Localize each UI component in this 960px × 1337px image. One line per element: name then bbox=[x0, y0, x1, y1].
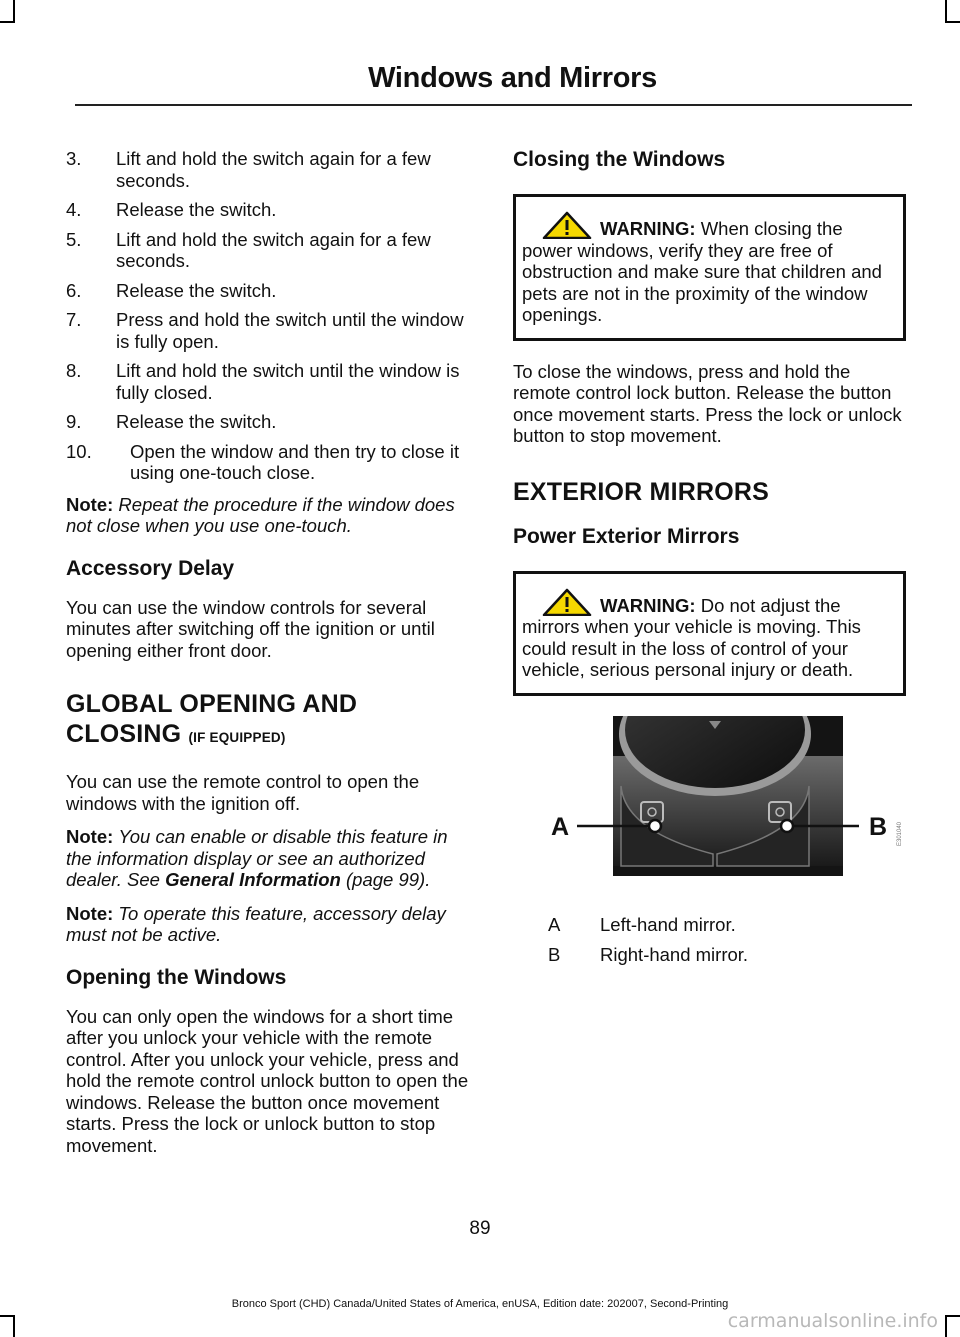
crop-mark bbox=[13, 1315, 15, 1337]
warning-box bbox=[513, 194, 906, 341]
step-text: Release the switch. bbox=[116, 411, 277, 432]
note-label: Note: bbox=[66, 826, 114, 847]
edition-info: Bronco Sport (CHD) Canada/United States of America, enUSA, Edition date: 202007, Second-Printing bbox=[231, 1298, 729, 1310]
page-reference: (page 99). bbox=[346, 869, 431, 890]
accessory-delay-text: You can use the window controls for several minutes after switching off the ignition or until opening either front door. bbox=[66, 596, 435, 661]
warning-text: Do not adjust the mirrors when your vehicle is moving. This could result in the loss of control of your vehicle, serious personal injury or death. bbox=[522, 594, 861, 680]
mirror-control-figure bbox=[513, 716, 906, 876]
power-exterior-mirrors-heading: Power Exterior Mirrors bbox=[513, 524, 740, 548]
note-text: Repeat the procedure if the window does not close when you use one-touch. bbox=[66, 493, 455, 536]
list-item bbox=[66, 148, 476, 191]
step-number: 5. bbox=[66, 228, 82, 250]
note-repeat bbox=[66, 494, 476, 537]
step-number: 10. bbox=[66, 440, 92, 462]
note-text: To operate this feature, accessory delay must not be active. bbox=[66, 902, 446, 945]
crop-mark bbox=[945, 0, 947, 22]
crop-mark bbox=[945, 1315, 960, 1317]
mirror-switch-illustration bbox=[513, 716, 906, 876]
closing-windows-text: To close the windows, press and hold the remote control lock button. Release the button once movement starts. Press the lock or unlock button to stop movement. bbox=[513, 360, 902, 446]
figure-legend bbox=[513, 914, 906, 966]
crop-mark bbox=[13, 0, 15, 22]
list-item bbox=[66, 411, 476, 433]
callout-a: A bbox=[551, 812, 570, 841]
note-label: Note: bbox=[66, 493, 114, 515]
left-column bbox=[66, 148, 476, 1168]
page-number: 89 bbox=[469, 1218, 491, 1239]
warning-triangle-icon bbox=[542, 211, 592, 239]
legend-key: A bbox=[548, 913, 561, 935]
list-item bbox=[66, 309, 476, 352]
list-item bbox=[66, 199, 476, 221]
step-number: 3. bbox=[66, 148, 82, 169]
legend-row bbox=[513, 944, 906, 966]
list-item bbox=[66, 229, 476, 272]
warning-label: WARNING: bbox=[600, 218, 696, 239]
general-information-link[interactable]: General Information bbox=[165, 869, 341, 890]
step-text: Lift and hold the switch again for a few seconds. bbox=[116, 228, 431, 271]
crop-mark bbox=[945, 1315, 947, 1337]
heading-suffix: (IF EQUIPPED) bbox=[188, 730, 286, 745]
right-column bbox=[513, 148, 906, 975]
list-item bbox=[66, 280, 476, 302]
figure-code: E301040 bbox=[897, 821, 903, 846]
note-accessory bbox=[66, 903, 476, 946]
step-text: Lift and hold the switch until the window is fully closed. bbox=[116, 360, 460, 403]
note-label: Note: bbox=[66, 902, 114, 924]
list-item bbox=[66, 360, 476, 403]
step-text: Release the switch. bbox=[116, 199, 277, 220]
global-opening-heading bbox=[66, 689, 476, 753]
exterior-mirrors-heading: EXTERIOR MIRRORS bbox=[513, 477, 769, 506]
opening-windows-text: You can only open the windows for a short time after you unlock your vehicle with the remote control. After you unlock your vehicle, press and hold the remote control unlock button to open the windows. Release the button once movement starts. Press the lock or unlock button to stop movement. bbox=[66, 1005, 469, 1156]
step-number: 8. bbox=[66, 360, 82, 381]
step-number: 4. bbox=[66, 199, 82, 220]
legend-row bbox=[513, 914, 906, 936]
legend-key: B bbox=[548, 944, 561, 965]
page-title: Windows and Mirrors bbox=[368, 62, 657, 94]
header-rule bbox=[75, 104, 912, 106]
list-item bbox=[66, 441, 476, 484]
step-number: 9. bbox=[66, 411, 82, 432]
crop-mark bbox=[945, 21, 960, 23]
crop-mark bbox=[0, 21, 15, 23]
warning-label: WARNING: bbox=[600, 594, 696, 616]
note-text: You can enable or disable this feature in the information display or see an authorized dealer. See bbox=[66, 826, 448, 890]
accessory-delay-heading: Accessory Delay bbox=[66, 556, 235, 580]
legend-text: Left-hand mirror. bbox=[600, 913, 736, 935]
warning-box bbox=[513, 571, 906, 696]
legend-text: Right-hand mirror. bbox=[600, 944, 749, 965]
step-list bbox=[66, 148, 476, 484]
step-number: 6. bbox=[66, 279, 82, 301]
warning-triangle-icon bbox=[542, 588, 592, 616]
closing-windows-heading: Closing the Windows bbox=[513, 148, 726, 171]
crop-mark bbox=[0, 1315, 15, 1317]
note-enable bbox=[66, 826, 476, 891]
callout-b: B bbox=[869, 812, 888, 841]
step-text: Release the switch. bbox=[116, 279, 277, 301]
step-text: Open the window and then try to close it using one-touch close. bbox=[130, 440, 460, 483]
global-opening-text: You can use the remote control to open the windows with the ignition off. bbox=[66, 771, 420, 814]
opening-windows-heading: Opening the Windows bbox=[66, 965, 287, 989]
watermark: carmanualsonline.info bbox=[727, 1310, 938, 1332]
step-text: Lift and hold the switch again for a few seconds. bbox=[116, 148, 431, 191]
warning-text: When closing the power windows, verify they are free of obstruction and make sure that children and pets are not in the proximity of the window openings. bbox=[522, 218, 882, 325]
heading-text: GLOBAL OPENING AND CLOSING bbox=[66, 690, 358, 748]
step-text: Press and hold the switch until the window is fully open. bbox=[116, 309, 464, 352]
step-number: 7. bbox=[66, 309, 82, 330]
